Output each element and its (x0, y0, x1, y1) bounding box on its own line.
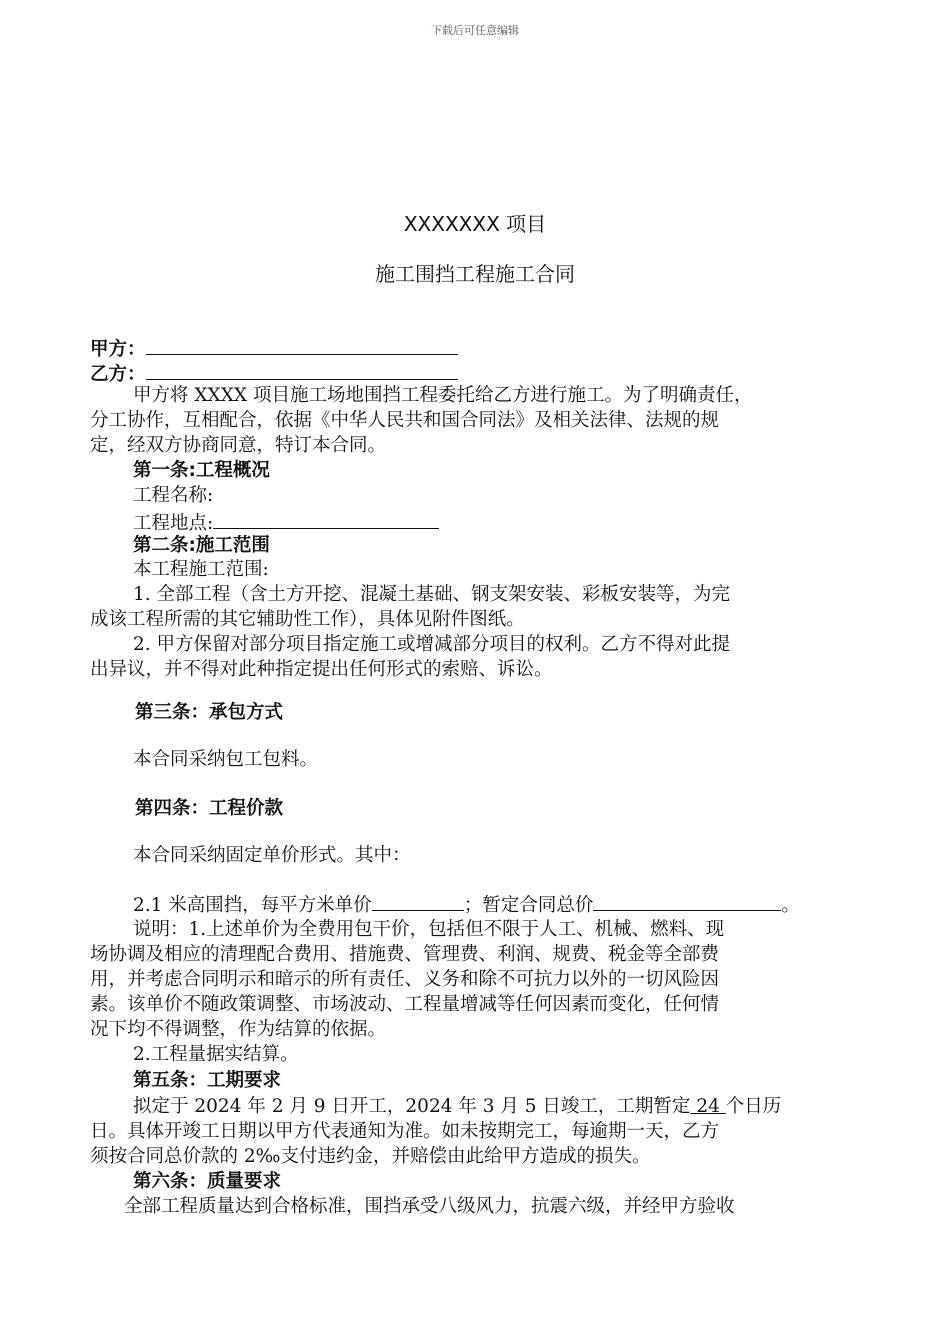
article1-heading: 第一条:工程概况 (133, 460, 270, 481)
price-note-line5: 况下均不得调整，作为结算的依据。 (90, 1019, 387, 1040)
intro-line-3: 定，经双方协商同意，特订本合同。 (90, 435, 387, 456)
party-b-label: 乙方： (90, 364, 146, 385)
party-a-blank (146, 334, 458, 355)
schedule-suffix: 个日历 (725, 1096, 782, 1117)
scope-label: 本工程施工范围: (133, 559, 269, 580)
price-middle: ；暂定合同总价 (463, 895, 594, 916)
article3-text: 本合同采纳包工包料。 (133, 749, 319, 770)
scope-item1-line1: 1. 全部工程（含土方开挖、混凝土基础、钢支架安装、彩板安装等，为完 (133, 584, 731, 605)
price-end: 。 (781, 895, 800, 916)
schedule-days: 24 (690, 1096, 726, 1117)
article5-heading: 第五条：工期要求 (133, 1070, 282, 1091)
project-location-blank (213, 508, 439, 529)
party-a-row (90, 334, 458, 362)
article4-heading: 第四条：工程价款 (135, 798, 284, 819)
scope-item1-line2: 成该工程所需的其它辅助性工作），具体见附件图纸。 (90, 609, 525, 630)
party-b-blank (146, 359, 458, 380)
quality-text: 全部工程质量达到合格标准，围挡承受八级风力，抗震六级，并经甲方验收 (124, 1196, 735, 1217)
article3-heading: 第三条：承包方式 (135, 702, 284, 723)
document-title-project: XXXXXXX 项目 (403, 212, 547, 236)
scope-item2-line1: 2. 甲方保留对部分项目指定施工或增减部分项目的权利。乙方不得对此提 (133, 634, 731, 655)
intro-line-2: 分工协作，互相配合，依据《中华人民共和国合同法》及相关法律、法规的规 (90, 410, 720, 431)
project-location-label: 工程地点: (133, 513, 214, 534)
article4-text: 本合同采纳固定单价形式。其中： (133, 845, 411, 866)
price-note-line1: 说明：1.上述单价为全费用包干价，包括但不限于人工、机械、燃料、现 (133, 919, 725, 940)
schedule-line2: 日。具体开竣工日期以甲方代表通知为准。如未按期完工，每逾期一天，乙方 (90, 1121, 720, 1142)
scope-item2-line2: 出异议，并不得对此种指定提出任何形式的索赔、诉讼。 (90, 659, 553, 680)
intro-line-1: 甲方将 XXXX 项目施工场地围挡工程委托给乙方进行施工。为了明确责任， (133, 385, 753, 406)
project-name-label: 工程名称: (133, 485, 214, 506)
party-a-label: 甲方： (90, 339, 146, 360)
price-note2: 2.工程量据实结算。 (133, 1044, 299, 1065)
price-prefix: 2.1 米高围挡，每平方米单价 (133, 895, 372, 916)
schedule-prefix: 拟定于 2024 年 2 月 9 日开工，2024 年 3 月 5 日竣工，工期暂定 (133, 1096, 691, 1117)
unit-price-blank (372, 890, 464, 911)
project-location-row (133, 508, 439, 536)
price-note-line3: 用，并考虑合同明示和暗示的所有责任、义务和除不可抗力以外的一切风险因 (90, 969, 720, 990)
schedule-line3: 须按合同总价款的 2‰支付违约金，并赔偿由此给甲方造成的损失。 (90, 1146, 651, 1167)
page-header-note: 下载后可任意编辑 (431, 24, 519, 37)
price-note-line2: 场协调及相应的清理配合费用、措施费、管理费、利润、规费、税金等全部费 (90, 944, 720, 965)
article6-heading: 第六条：质量要求 (133, 1171, 282, 1192)
total-price-blank (593, 890, 781, 911)
price-row (133, 890, 800, 918)
schedule-line1 (133, 1094, 781, 1119)
price-note-line4: 素。该单价不随政策调整、市场波动、工程量增减等任何因素而变化，任何情 (90, 994, 720, 1015)
article2-heading: 第二条:施工范围 (133, 535, 270, 556)
document-title-contract: 施工围挡工程施工合同 (375, 262, 575, 286)
